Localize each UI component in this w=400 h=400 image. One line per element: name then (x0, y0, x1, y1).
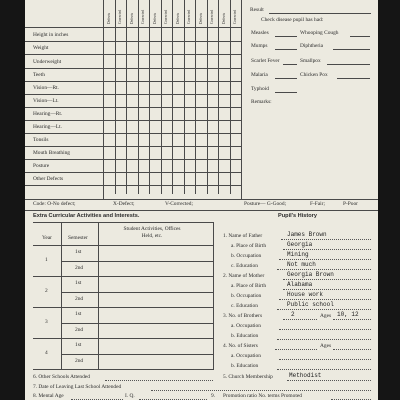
answer-line (333, 349, 371, 350)
answer-line (275, 78, 297, 79)
disease-smallpox: Smallpox (300, 58, 321, 64)
grid-line (241, 0, 242, 194)
code-fair: F-Fair; (310, 201, 325, 207)
health-row-label: Other Defects (33, 176, 64, 182)
code-corrected: V-Corrected; (165, 201, 193, 207)
answer-line (333, 49, 370, 50)
grid-line (126, 0, 127, 194)
answer-line (277, 269, 371, 270)
table-col-line (98, 222, 99, 370)
answer-line (283, 249, 371, 250)
table-border (33, 245, 213, 246)
code-posture-good: Posture— G-Good; (244, 201, 287, 207)
answer-line (279, 329, 371, 330)
mother-birthplace: Alabama (287, 281, 313, 288)
result-line (269, 13, 371, 14)
answer-line (275, 92, 297, 93)
grid-line (25, 107, 241, 108)
column-header: Defects (221, 13, 226, 24)
father-birthplace-label: a. Place of Birth (231, 243, 267, 249)
health-row-label: Vision—Rt. (33, 85, 59, 91)
promotion-label: Promotion ratio No. terms Promoted (223, 393, 302, 399)
column-header: Corrected (164, 9, 168, 24)
grid-line (195, 0, 196, 194)
health-row-label: Hearing—Rt. (33, 111, 63, 117)
grid-line (184, 0, 185, 194)
sisters-label: 4. No. of Sisters (223, 343, 258, 349)
mother-occupation-label: b. Occupation (231, 293, 262, 299)
father-occupation-label: b. Occupation (231, 253, 262, 259)
answer-line (337, 78, 370, 79)
answer-line (283, 279, 371, 280)
table-row-line (61, 323, 213, 324)
table-border (33, 222, 213, 223)
grid-line (230, 0, 231, 194)
table-col-line (61, 222, 62, 370)
promotion-number: 9. (211, 393, 216, 399)
answer-line (275, 36, 297, 37)
year-cell: 2 (45, 287, 48, 294)
code-no-defect: Code: O-No defect; (33, 201, 76, 207)
column-header: Defects (106, 13, 111, 24)
column-header: Corrected (118, 9, 122, 24)
disease-mumps: Mumps (251, 43, 268, 49)
grid-line (207, 0, 208, 194)
other-schools-label: 6. Other Schools Attended (33, 374, 90, 380)
grid-line (25, 94, 241, 95)
column-header: Defects (129, 13, 134, 24)
brothers-label: 3. No. of Brothers (223, 313, 263, 319)
answer-line (279, 359, 371, 360)
brothers-ages: 10, 12 (337, 311, 359, 318)
health-row-label: Tonsils (33, 137, 49, 143)
grid-line (103, 0, 104, 200)
column-header: Corrected (187, 9, 191, 24)
table-row-line (61, 292, 213, 293)
table-row-line (33, 338, 213, 339)
mother-occupation: House work (287, 291, 324, 298)
mother-birthplace-label: a. Place of Birth (231, 283, 267, 289)
grid-line (25, 185, 241, 186)
church-label: 5. Church Membership (223, 374, 273, 380)
answer-line (281, 239, 371, 240)
brothers-ages-label: Ages (320, 313, 332, 319)
father-birthplace: Georgia (287, 241, 313, 248)
check-disease-label: Check disease pupil has had: (261, 17, 324, 23)
grid-line (161, 0, 162, 194)
column-header: Corrected (210, 9, 214, 24)
table-row-line (61, 354, 213, 355)
column-header: Defects (198, 13, 203, 24)
answer-line (350, 36, 370, 37)
answer-line (105, 380, 213, 381)
disease-diphtheria: Diphtheria (300, 43, 324, 49)
grid-line (25, 41, 241, 42)
mother-education-label: c. Education (231, 303, 258, 309)
answer-line (333, 319, 371, 320)
disease-scarlet-fever: Scarlet Fever (251, 58, 280, 64)
church-membership: Methodist (289, 372, 322, 379)
year-cell: 3 (45, 318, 48, 325)
semester-cell: 2nd (75, 326, 84, 333)
answer-line (283, 289, 371, 290)
table-row-line (33, 276, 213, 277)
column-header: Corrected (233, 9, 237, 24)
extra-curricular-title: Extra Curricular Activities and Interests. (33, 213, 140, 219)
remarks-label: Remarks: (251, 99, 272, 105)
grid-line (25, 172, 241, 173)
disease-chicken-pox: Chicken Pox (300, 72, 328, 78)
grid-line (138, 0, 139, 194)
health-row-label: Mouth Breathing (33, 150, 70, 156)
grid-line (218, 0, 219, 194)
semester-cell: 1st (75, 249, 82, 255)
code-poor: P-Poor (343, 201, 358, 207)
health-row-label: Height in inches (33, 32, 69, 38)
health-row-label: Vision—Lt. (33, 98, 59, 104)
grid-line (25, 68, 241, 69)
grid-line (25, 146, 241, 147)
grid-line (115, 0, 116, 194)
column-header: Defects (175, 13, 180, 24)
result-label: Result (250, 7, 264, 13)
sisters-ages-label: Ages (320, 343, 332, 349)
disease-malaria: Malaria (251, 72, 268, 78)
semester-cell: 2nd (75, 357, 84, 364)
code-defect: X-Defect; (113, 201, 135, 207)
answer-line (279, 259, 371, 260)
grid-line (25, 27, 241, 28)
column-header: Defects (152, 13, 157, 24)
mother-label: 2. Name of Mother (223, 273, 265, 279)
section-divider (25, 210, 378, 211)
father-label: 1. Name of Father (223, 233, 263, 239)
brothers-count: 2 (291, 311, 295, 318)
grid-line (25, 120, 241, 121)
grid-line (25, 81, 241, 82)
mother-name: Georgia Brown (287, 271, 334, 278)
disease-measles: Measles (251, 30, 269, 36)
health-row-label: Posture (33, 163, 50, 169)
grid-line (25, 133, 241, 134)
column-divider (213, 222, 214, 370)
grid-line (25, 54, 241, 55)
grid-line (172, 0, 173, 194)
column-header: Corrected (141, 9, 145, 24)
grid-line (25, 159, 241, 160)
disease-whooping-cough: Whooping Cough (300, 30, 339, 36)
activities-header: Student Activities, Offices Held, etc. (123, 226, 181, 239)
answer-line (277, 339, 371, 340)
disease-typhoid: Typhoid (251, 86, 269, 92)
father-occupation: Mining (287, 251, 309, 258)
year-header: Year (42, 235, 52, 241)
health-row-label: Weight (33, 45, 49, 51)
record-card (25, 0, 378, 400)
health-row-label: Teeth (33, 72, 45, 78)
semester-cell: 1st (75, 342, 82, 348)
answer-line (275, 49, 297, 50)
answer-line (279, 299, 371, 300)
father-education: Not much (287, 261, 316, 268)
year-cell: 4 (45, 349, 48, 356)
mother-education: Public school (287, 301, 334, 308)
answer-line (287, 380, 371, 381)
mental-age-label: 8. Mental Age (33, 393, 64, 399)
brothers-occupation-label: a. Occupation (231, 323, 261, 329)
semester-header: Semester (68, 235, 88, 241)
semester-cell: 1st (75, 311, 82, 317)
pupils-history-title: Pupil's History (278, 213, 317, 219)
sisters-education-label: b. Education (231, 363, 259, 369)
brothers-education-label: b. Education (231, 333, 259, 339)
answer-line (277, 309, 371, 310)
sisters-occupation-label: a. Occupation (231, 353, 261, 359)
answer-line (283, 64, 297, 65)
health-row-label: Underweight (33, 59, 62, 65)
date-leaving-label: 7. Date of Leaving Last School Attended (33, 384, 122, 390)
table-row-line (61, 261, 213, 262)
answer-line (151, 390, 371, 391)
section-divider (25, 199, 378, 200)
semester-cell: 1st (75, 280, 82, 286)
iq-label: I. Q. (125, 393, 135, 399)
grid-line (149, 0, 150, 194)
father-name: James Brown (287, 231, 327, 238)
semester-cell: 2nd (75, 295, 84, 302)
health-row-label: Hearing—Lt. (33, 124, 62, 130)
answer-line (327, 64, 370, 65)
table-row-line (33, 307, 213, 308)
semester-cell: 2nd (75, 264, 84, 271)
father-education-label: c. Education (231, 263, 258, 269)
answer-line (283, 319, 317, 320)
answer-line (277, 369, 371, 370)
answer-line (275, 349, 317, 350)
year-cell: 1 (45, 256, 48, 263)
table-row-line (33, 369, 213, 370)
